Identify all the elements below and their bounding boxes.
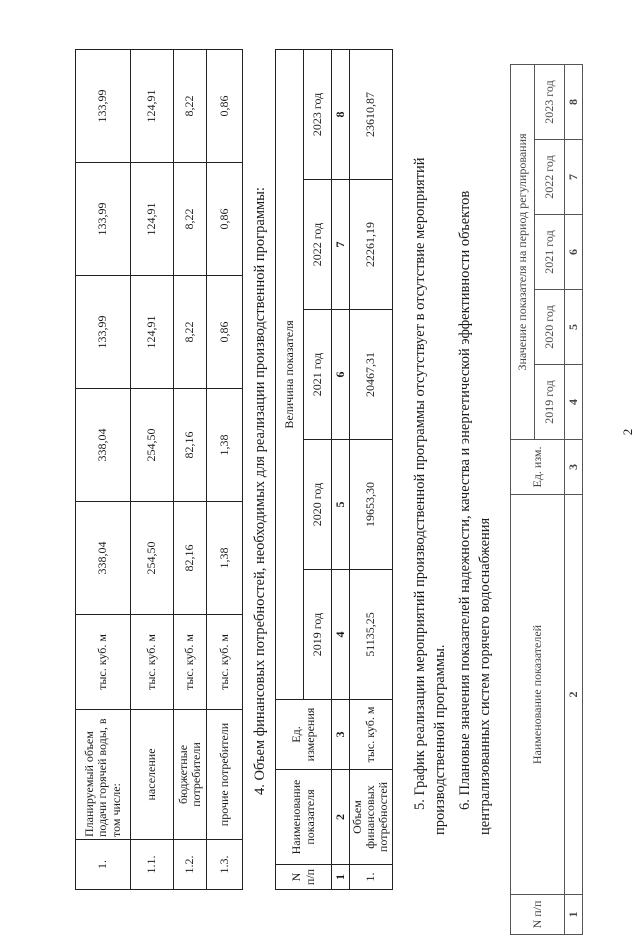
section-5-text-cont: производственной программы. bbox=[432, 644, 448, 835]
column-number: 5 bbox=[565, 290, 583, 365]
column-number: 4 bbox=[565, 365, 583, 440]
row-name: прочие потребители bbox=[207, 710, 243, 840]
table-row bbox=[76, 50, 131, 890]
cell-2019: 82,16 bbox=[174, 502, 207, 615]
column-number: 4 bbox=[332, 570, 350, 700]
column-number: 1 bbox=[565, 895, 583, 935]
header-group: Значение показателя на период регулирования bbox=[511, 64, 535, 439]
row-number: 1.1. bbox=[131, 840, 174, 890]
header-group: Величина показателя bbox=[276, 49, 304, 699]
cell-2022: 8,22 bbox=[174, 163, 207, 276]
header-year: 2022 год bbox=[535, 140, 565, 215]
header-year: 2021 год bbox=[304, 310, 332, 440]
cell-2021: 0,86 bbox=[207, 276, 243, 389]
row-number: 1.2. bbox=[174, 840, 207, 890]
table-number-row bbox=[332, 49, 350, 889]
row-unit: тыс. куб. м bbox=[207, 615, 243, 710]
page-number: 2 bbox=[620, 428, 635, 436]
row-number: 1. bbox=[350, 865, 393, 890]
column-number: 6 bbox=[565, 215, 583, 290]
column-number: 1 bbox=[332, 865, 350, 890]
cell-2019: 51135,25 bbox=[350, 570, 393, 700]
header-year: 2019 год bbox=[304, 570, 332, 700]
column-number: 8 bbox=[332, 49, 350, 179]
cell-2022: 0,86 bbox=[207, 163, 243, 276]
cell-2020: 254,50 bbox=[131, 389, 174, 502]
table-number-row bbox=[565, 64, 583, 934]
row-name: бюджетные потребители bbox=[174, 710, 207, 840]
header-year: 2020 год bbox=[535, 290, 565, 365]
cell-2021: 124,91 bbox=[131, 276, 174, 389]
cell-2023: 8,22 bbox=[174, 50, 207, 163]
header-year: 2022 год bbox=[304, 180, 332, 310]
row-name: население bbox=[131, 710, 174, 840]
indicators-table bbox=[510, 64, 583, 935]
row-unit: тыс. куб. м bbox=[174, 615, 207, 710]
cell-2023: 0,86 bbox=[207, 50, 243, 163]
table-row bbox=[131, 50, 174, 890]
column-number: 2 bbox=[332, 770, 350, 865]
header-number: N п/п bbox=[511, 895, 565, 935]
table-row bbox=[207, 50, 243, 890]
section-6-heading: 6. Плановые значения показателей надежности, качества и энергетической эффективности объектов bbox=[457, 190, 473, 810]
cell-2022: 133,99 bbox=[76, 163, 131, 276]
section-6-heading-cont: централизованных систем горячего водоснабжения bbox=[477, 517, 493, 835]
cell-2019: 254,50 bbox=[131, 502, 174, 615]
table-row bbox=[350, 49, 393, 889]
row-unit: тыс. куб. м bbox=[131, 615, 174, 710]
row-unit: тыс. куб. м bbox=[76, 615, 131, 710]
header-unit: Ед. измерения bbox=[276, 700, 332, 770]
column-number: 7 bbox=[565, 140, 583, 215]
section-5-text: 5. График реализации мероприятий производственной программы отсутствует в отсутствие мероприятий bbox=[412, 157, 428, 810]
cell-2023: 23610,87 bbox=[350, 49, 393, 179]
column-number: 2 bbox=[565, 495, 583, 895]
column-number: 3 bbox=[332, 700, 350, 770]
table-row bbox=[174, 50, 207, 890]
cell-2022: 22261,19 bbox=[350, 180, 393, 310]
header-year: 2023 год bbox=[535, 64, 565, 139]
hot-water-volume-table bbox=[75, 49, 243, 890]
column-number: 7 bbox=[332, 180, 350, 310]
financial-needs-table bbox=[275, 49, 393, 890]
column-number: 3 bbox=[565, 440, 583, 495]
header-name: Наименование показателя bbox=[276, 770, 332, 865]
header-year: 2019 год bbox=[535, 365, 565, 440]
header-year: 2023 год bbox=[304, 49, 332, 179]
row-number: 1. bbox=[76, 840, 131, 890]
row-name: Планируемый объем подачи горячей воды, в том числе: bbox=[76, 710, 131, 840]
cell-2023: 124,91 bbox=[131, 50, 174, 163]
cell-2021: 20467,31 bbox=[350, 310, 393, 440]
row-unit: тыс. куб. м bbox=[350, 700, 393, 770]
column-number: 8 bbox=[565, 64, 583, 139]
header-number: N п/п bbox=[276, 865, 332, 890]
row-name: Объем финансовых потребностей bbox=[350, 770, 393, 865]
cell-2020: 82,16 bbox=[174, 389, 207, 502]
header-name: Наименование показателей bbox=[511, 495, 565, 895]
column-number: 6 bbox=[332, 310, 350, 440]
cell-2020: 1,38 bbox=[207, 389, 243, 502]
cell-2022: 124,91 bbox=[131, 163, 174, 276]
section-4-heading: 4. Объем финансовых потребностей, необходимых для реализации производственной программы: bbox=[252, 187, 268, 795]
table-header-row bbox=[276, 49, 304, 889]
cell-2021: 133,99 bbox=[76, 276, 131, 389]
cell-2020: 338,04 bbox=[76, 389, 131, 502]
header-year: 2020 год bbox=[304, 440, 332, 570]
header-year: 2021 год bbox=[535, 215, 565, 290]
column-number: 5 bbox=[332, 440, 350, 570]
cell-2019: 338,04 bbox=[76, 502, 131, 615]
table-header-row bbox=[511, 64, 535, 934]
cell-2020: 19653,30 bbox=[350, 440, 393, 570]
row-number: 1.3. bbox=[207, 840, 243, 890]
cell-2023: 133,99 bbox=[76, 50, 131, 163]
cell-2021: 8,22 bbox=[174, 276, 207, 389]
header-unit: Ед. изм. bbox=[511, 440, 565, 495]
cell-2019: 1,38 bbox=[207, 502, 243, 615]
